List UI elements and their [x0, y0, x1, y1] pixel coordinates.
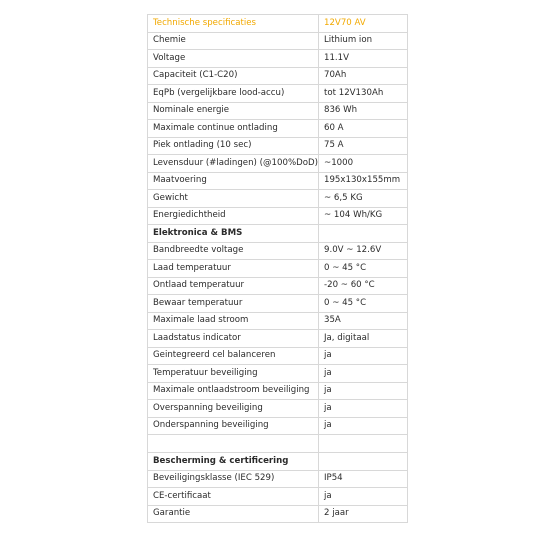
- header-title: Technische specificaties: [148, 15, 319, 33]
- row-value: 60 A: [319, 120, 408, 138]
- row-value: ~ 104 Wh/KG: [319, 207, 408, 225]
- row-label: Maximale laad stroom: [148, 312, 319, 330]
- spec-table: [147, 14, 408, 523]
- row-value: 11.1V: [319, 50, 408, 68]
- table-row: [148, 382, 408, 400]
- row-label: Bandbreedte voltage: [148, 242, 319, 260]
- row-label: Overspanning beveiliging: [148, 400, 319, 418]
- row-label: Chemie: [148, 32, 319, 50]
- table-row: [148, 207, 408, 225]
- table-row: [148, 505, 408, 523]
- row-value: 75 A: [319, 137, 408, 155]
- table-row: [148, 50, 408, 68]
- row-value: 9.0V ~ 12.6V: [319, 242, 408, 260]
- section-header-row: [148, 225, 408, 243]
- row-label: Capaciteit (C1-C20): [148, 67, 319, 85]
- row-value: [319, 453, 408, 471]
- table-row: [148, 295, 408, 313]
- row-label: Bescherming & certificering: [148, 453, 319, 471]
- row-value: ja: [319, 417, 408, 435]
- row-label: Laadstatus indicator: [148, 330, 319, 348]
- row-value: tot 12V130Ah: [319, 85, 408, 103]
- header-model: 12V70 AV: [319, 15, 408, 33]
- row-label: Garantie: [148, 505, 319, 523]
- row-value: ~ 6,5 KG: [319, 190, 408, 208]
- row-value: 0 ~ 45 °C: [319, 295, 408, 313]
- table-row: [148, 67, 408, 85]
- row-label: Levensduur (#ladingen) (@100%DoD): [148, 155, 319, 173]
- row-value: 195x130x155mm: [319, 172, 408, 190]
- table-row: [148, 330, 408, 348]
- table-row: [148, 260, 408, 278]
- table-row: [148, 365, 408, 383]
- row-value: ~1000: [319, 155, 408, 173]
- row-value: ja: [319, 488, 408, 506]
- table-row: [148, 417, 408, 435]
- table-row: [148, 85, 408, 103]
- table-header-row: [148, 15, 408, 33]
- table-row: [148, 172, 408, 190]
- row-label: Beveiligingsklasse (IEC 529): [148, 470, 319, 488]
- table-row: [148, 312, 408, 330]
- row-value: ja: [319, 365, 408, 383]
- row-label: Gewicht: [148, 190, 319, 208]
- row-label: Laad temperatuur: [148, 260, 319, 278]
- table-row: [148, 120, 408, 138]
- row-value: ja: [319, 400, 408, 418]
- row-label: Maximale continue ontlading: [148, 120, 319, 138]
- row-label: Geintegreerd cel balanceren: [148, 347, 319, 365]
- row-label: Bewaar temperatuur: [148, 295, 319, 313]
- row-label: Piek ontlading (10 sec): [148, 137, 319, 155]
- row-label: CE-certificaat: [148, 488, 319, 506]
- row-label: [148, 435, 319, 453]
- table-row: [148, 277, 408, 295]
- row-label: Maatvoering: [148, 172, 319, 190]
- table-row: [148, 190, 408, 208]
- table-row: [148, 137, 408, 155]
- row-label: Maximale ontlaadstroom beveiliging: [148, 382, 319, 400]
- table-row: [148, 102, 408, 120]
- row-value: -20 ~ 60 °C: [319, 277, 408, 295]
- row-value: [319, 225, 408, 243]
- table-row: [148, 347, 408, 365]
- row-value: 0 ~ 45 °C: [319, 260, 408, 278]
- spacer-row: [148, 435, 408, 453]
- row-label: Energiedichtheid: [148, 207, 319, 225]
- row-label: Voltage: [148, 50, 319, 68]
- row-value: 836 Wh: [319, 102, 408, 120]
- table-row: [148, 242, 408, 260]
- row-value: 70Ah: [319, 67, 408, 85]
- row-value: 35A: [319, 312, 408, 330]
- row-value: ja: [319, 347, 408, 365]
- row-label: Temperatuur beveiliging: [148, 365, 319, 383]
- table-row: [148, 155, 408, 173]
- section-header-row: [148, 453, 408, 471]
- row-label: Onderspanning beveiliging: [148, 417, 319, 435]
- table-row: [148, 488, 408, 506]
- row-value: IP54: [319, 470, 408, 488]
- row-label: Elektronica & BMS: [148, 225, 319, 243]
- row-value: ja: [319, 382, 408, 400]
- row-label: Nominale energie: [148, 102, 319, 120]
- spec-table-body: [148, 15, 408, 523]
- row-label: Ontlaad temperatuur: [148, 277, 319, 295]
- row-value: [319, 435, 408, 453]
- table-row: [148, 470, 408, 488]
- row-value: 2 jaar: [319, 505, 408, 523]
- row-label: EqPb (vergelijkbare lood-accu): [148, 85, 319, 103]
- table-row: [148, 32, 408, 50]
- table-row: [148, 400, 408, 418]
- row-value: Ja, digitaal: [319, 330, 408, 348]
- row-value: Lithium ion: [319, 32, 408, 50]
